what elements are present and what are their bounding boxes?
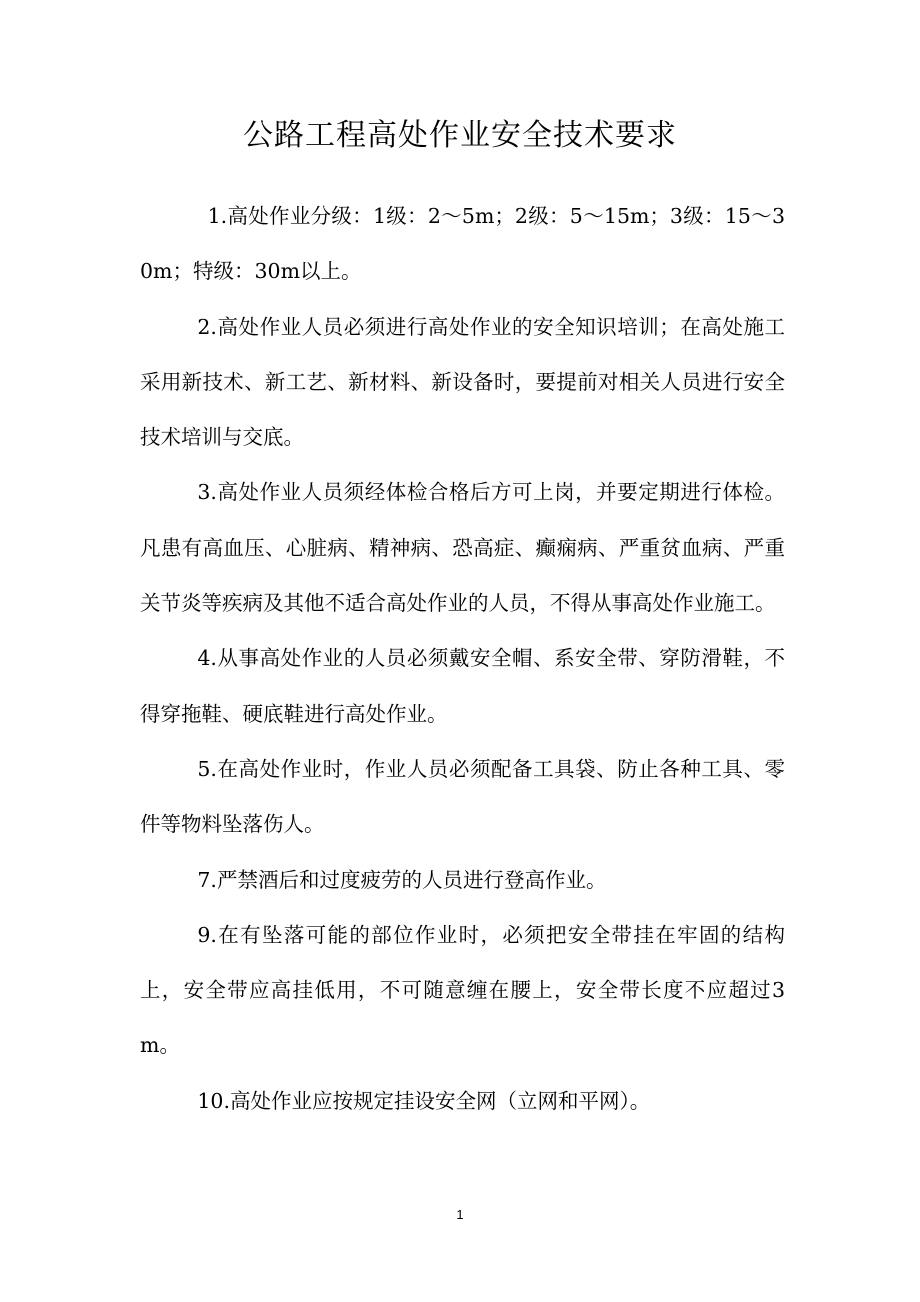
paragraph-5: 5.在高处作业时，作业人员必须配备工具袋、防止各种工具、零件等物料坠落伤人。 [140, 756, 785, 837]
paragraph-3: 3.高处作业人员须经体检合格后方可上岗，并要定期进行体检。凡患有高血压、心脏病、精神病、恐高症、癫痫病、严重贫血病、严重关节炎等疾病及其他不适合高处作业的人员，不得从事高处作业施工。 [140, 480, 785, 616]
paragraph-2: 2.高处作业人员必须进行高处作业的安全知识培训；在高处施工采用新技术、新工艺、新材料、新设备时，要提前对相关人员进行安全技术培训与交底。 [140, 314, 785, 450]
document-body [140, 189, 785, 1129]
document-title: 公路工程高处作业安全技术要求 [243, 118, 677, 153]
paragraph-1: 1.高处作业分级：1级：2～5m；2级：5～15m；3级：15～30m；特级：30m以上。 [140, 204, 785, 284]
page-number: 1 [456, 1207, 464, 1222]
paragraph-7: 7.严禁酒后和过度疲劳的人员进行登高作业。 [197, 867, 607, 892]
paragraph-10: 10.高处作业应按规定挂设安全网（立网和平网）。 [197, 1088, 651, 1113]
paragraph-9: 9.在有坠落可能的部位作业时，必须把安全带挂在牢固的结构上，安全带应高挂低用，不可随意缠在腰上，安全带长度不应超过3m。 [140, 922, 785, 1058]
paragraph-4: 4.从事高处作业的人员必须戴安全帽、系安全带、穿防滑鞋，不得穿拖鞋、硬底鞋进行高处作业。 [140, 646, 785, 726]
